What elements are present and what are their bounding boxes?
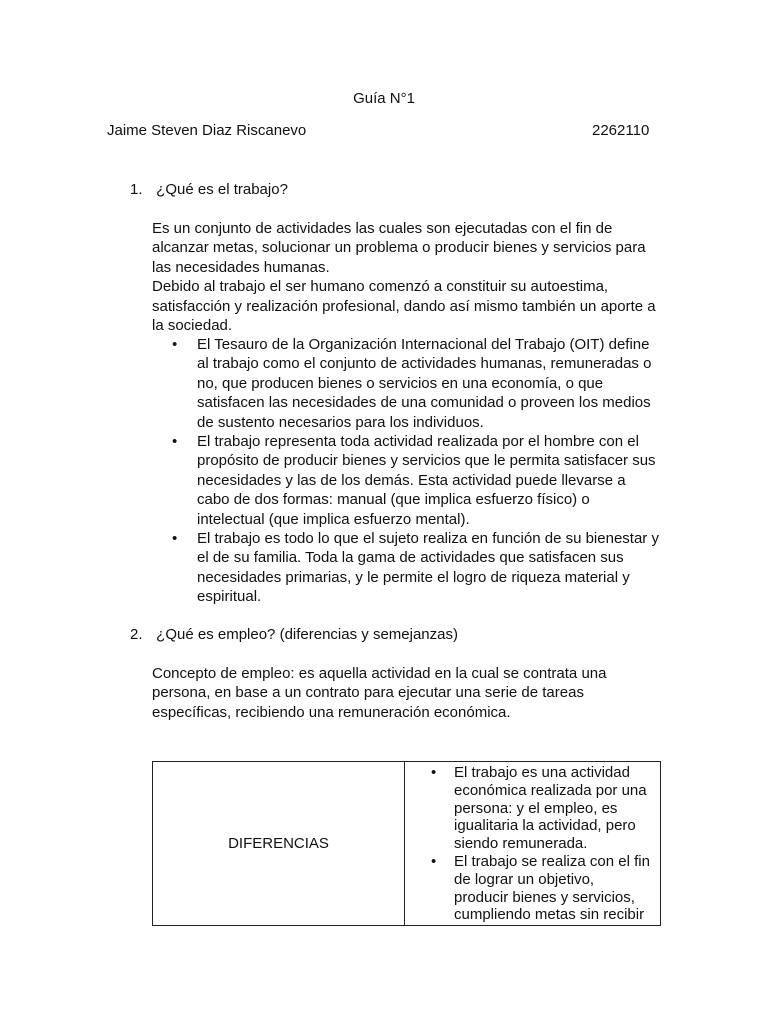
text-line: cumpliendo metas sin recibir — [454, 906, 645, 924]
text-line: necesidades y las de los demás. Esta actividad puede llevarse a — [197, 471, 626, 489]
text-line: persona, en base a un contrato para ejecutar una serie de tareas — [152, 684, 584, 702]
question-number: 1. — [130, 181, 143, 198]
table-cell — [405, 762, 661, 926]
text-line: El trabajo representa toda actividad realizada por el hombre con el — [197, 433, 639, 451]
table-row — [153, 762, 661, 926]
text-line: satisfacción y realización profesional, dando así mismo también un aporte a — [152, 297, 656, 315]
text-line: cabo de dos formas: manual (que implica esfuerzo físico) o — [197, 491, 590, 509]
q1-bullet-list — [152, 335, 672, 607]
q1-answer-paragraph — [152, 219, 672, 335]
text-line: Debido al trabajo el ser humano comenzó a constituir su autoestima, — [152, 278, 609, 296]
list-item — [405, 764, 660, 853]
text-line: propósito de producir bienes y servicios que le permita satisfacer sus — [197, 452, 656, 470]
text-line: El trabajo es una actividad — [454, 764, 630, 781]
cell-bullet-list — [405, 762, 660, 924]
text-line: El trabajo es todo lo que el sujeto realiza en función de su bienestar y — [197, 530, 659, 548]
text-line: económica realizada por una — [454, 781, 647, 799]
q2-answer-paragraph — [152, 664, 672, 722]
text-line: satisfacen las necesidades de una comunidad o proveen los medios — [197, 394, 651, 412]
text-line: específicas, recibiendo una remuneración económica. — [152, 703, 511, 721]
list-item — [152, 432, 672, 529]
text-line: de sustento necesarios para los individuos. — [197, 413, 484, 431]
list-item — [405, 853, 660, 924]
text-line: intelectual (que implica esfuerzo mental). — [197, 510, 470, 528]
text-line: de lograr un objetivo, — [454, 870, 595, 888]
list-item — [152, 335, 672, 432]
text-line: la sociedad. — [152, 317, 233, 335]
list-item — [152, 529, 672, 607]
text-line: no, que producen bienes o servicios en una economía, o que — [197, 374, 604, 392]
question-text: ¿Qué es el trabajo? — [156, 181, 288, 198]
table-row-label: DIFERENCIAS — [153, 762, 405, 926]
text-line: las necesidades humanas. — [152, 258, 330, 276]
question-text: ¿Qué es empleo? (diferencias y semejanzas) — [156, 626, 458, 643]
student-code: 2262110 — [592, 122, 650, 139]
text-line: necesidades primarias, y le permite el logro de riqueza material y — [197, 568, 630, 586]
text-line: espiritual. — [197, 588, 262, 606]
document-title: Guía N°1 — [353, 90, 415, 107]
text-line: persona: y el empleo, es — [454, 799, 618, 817]
question-number: 2. — [130, 626, 143, 643]
text-line: producir bienes y servicios, — [454, 888, 635, 906]
text-line: Es un conjunto de actividades las cuales son ejecutadas con el fin de — [152, 220, 613, 237]
text-line: igualitaria la actividad, pero — [454, 817, 636, 835]
text-line: siendo remunerada. — [454, 835, 588, 853]
text-line: el de su familia. Toda la gama de actividades que satisfacen sus — [197, 549, 624, 567]
author-name: Jaime Steven Diaz Riscanevo — [107, 122, 307, 139]
text-line: al trabajo como el conjunto de actividades humanas, remuneradas o — [197, 355, 652, 373]
question-1 — [130, 181, 288, 198]
text-line: alcanzar metas, solucionar un problema o producir bienes y servicios para — [152, 239, 646, 257]
question-2 — [130, 626, 458, 643]
comparison-table — [152, 761, 661, 926]
text-line: El Tesauro de la Organización Internacional del Trabajo (OIT) define — [197, 336, 650, 353]
text-line: Concepto de empleo: es aquella actividad en la cual se contrata una — [152, 665, 607, 682]
text-line: El trabajo se realiza con el fin — [454, 852, 650, 870]
